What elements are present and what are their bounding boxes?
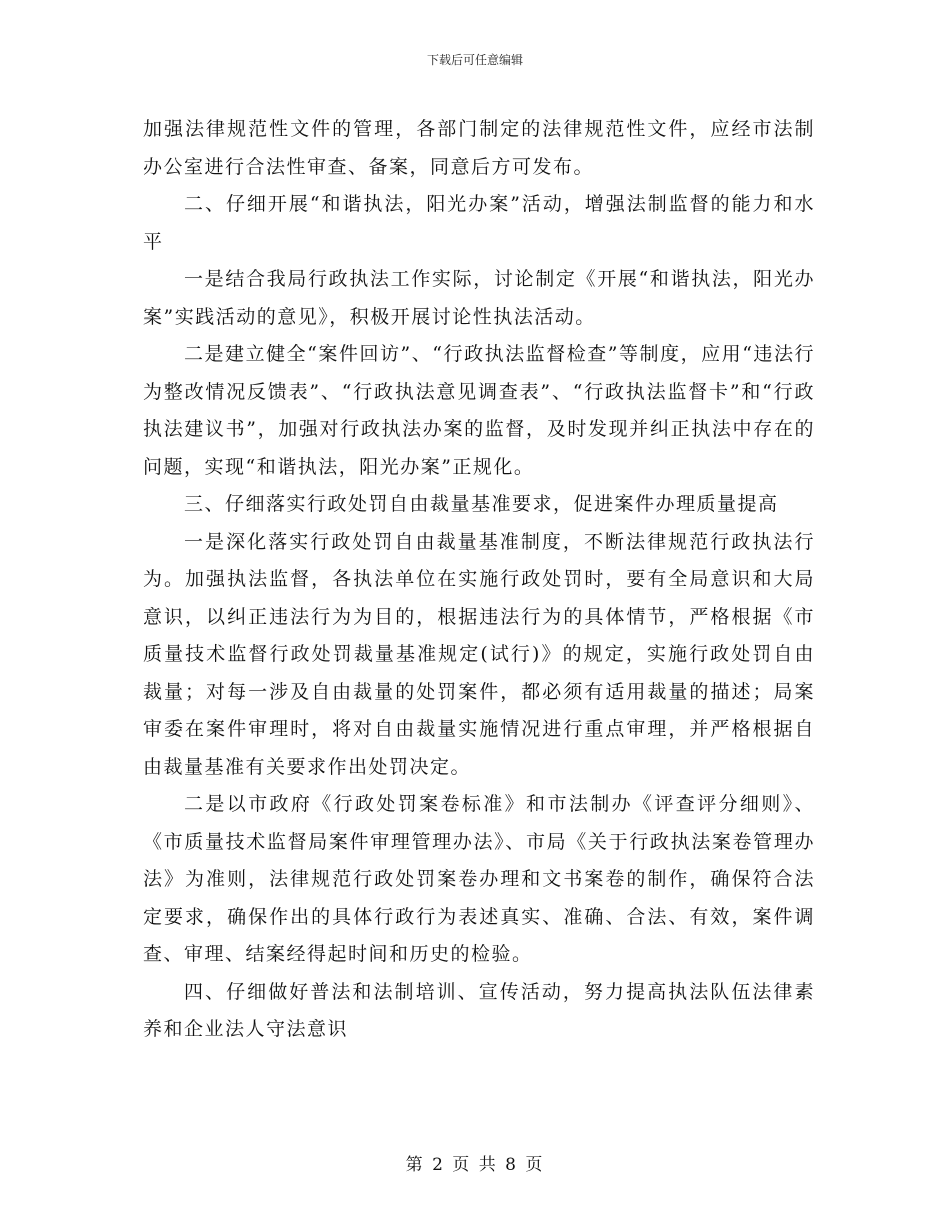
paragraph: 二是建立健全“案件回访”、“行政执法监督检查”等制度，应用“违法行为整改情况反馈表”、“行政执法意见调查表”、“行政执法监督卡”和“行政执法建议书”，加强对行政执法办案的监督，及时发现并纠正执法中存在的问题，实现“和谐执法，阳光办案”正规化。 (143, 343, 815, 478)
document-body (143, 111, 815, 1049)
page-header: 下载后可任意编辑 (426, 53, 523, 67)
page-footer: 第 2 页 共 8 页 (405, 1155, 545, 1175)
section-heading-3: 三、仔细落实行政处罚自由裁量基准要求，促进案件办理质量提高 (184, 493, 779, 515)
section-heading-4: 四、仔细做好普法和法制培训、宣传活动，努力提高执法队伍法律素养和企业法人守法意识 (143, 980, 815, 1040)
paragraph: 一是深化落实行政处罚自由裁量基准制度，不断法律规范行政执法行为。加强执法监督，各执法单位在实施行政处罚时，要有全局意识和大局意识，以纠正违法行为为目的，根据违法行为的具体情节，严格根据《市质量技术监督行政处罚裁量基准规定(试行)》的规定，实施行政处罚自由裁量；对每一涉及自由裁量的处罚案件，都必须有适用裁量的描述；局案审委在案件审理时，将对自由裁量实施情况进行重点审理，并严格根据自由裁量基准有关要求作出处罚决定。 (143, 530, 815, 778)
section-heading-2: 二、仔细开展“和谐执法，阳光办案”活动，增强法制监督的能力和水平 (143, 193, 815, 253)
paragraph-continuation: 加强法律规范性文件的管理，各部门制定的法律规范性文件，应经市法制办公室进行合法性审查、备案，同意后方可发布。 (143, 118, 815, 178)
paragraph: 二是以市政府《行政处罚案卷标准》和市法制办《评查评分细则》、《市质量技术监督局案件审理管理办法》、市局《关于行政执法案卷管理办法》为准则，法律规范行政处罚案卷办理和文书案卷的制作，确保符合法定要求，确保作出的具体行政行为表述真实、准确、合法、有效，案件调查、审理、结案经得起时间和历史的检验。 (143, 793, 815, 965)
paragraph: 一是结合我局行政执法工作实际，讨论制定《开展“和谐执法，阳光办案”实践活动的意见》，积极开展讨论性执法活动。 (143, 268, 815, 328)
